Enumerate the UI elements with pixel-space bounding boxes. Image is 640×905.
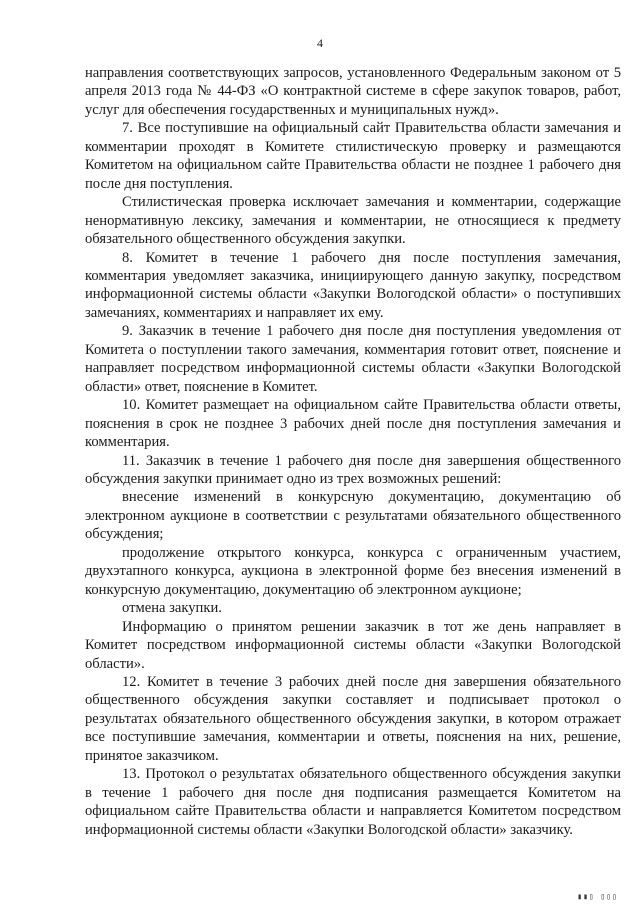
scan-mark: ▮▮▯ ▯▯▯ — [577, 892, 618, 901]
page-number: 4 — [317, 36, 323, 50]
document-body — [85, 64, 621, 839]
paragraph-decision-cancel: отмена закупки. — [122, 600, 222, 617]
paragraph-stylistic-check: Стилистическая проверка исключает замечания и комментарии, содержащие ненормативную лексику, замечания и комментарии, не относящиеся к предмету обязательного общественного обсуждения закупки. — [85, 194, 621, 248]
paragraph-item-11: 11. Заказчик в течение 1 рабочего дня после дня завершения общественного обсуждения закупки принимает одно из трех возможных решений: — [85, 452, 621, 487]
paragraph-item-13: 13. Протокол о результатах обязательного общественного обсуждения закупки в течение 1 рабочего дня после дня подписания размещается Комитетом на официальном сайте Правительства области и направляется Комитетом посредством информационной системы области «Закупки Вологодской области» заказчику. — [85, 766, 621, 838]
paragraph-decision-changes: внесение изменений в конкурсную документацию, документацию об электронном аукционе в соответствии с результатами обязательного общественного обсуждения; — [85, 489, 621, 543]
paragraph-item-8: 8. Комитет в течение 1 рабочего дня после поступления замечания, комментария уведомляет заказчика, инициирующего данную закупку, посредством информационной системы области «Закупки Вологодской области» о поступивших замечаниях, комментариях и направляет их ему. — [85, 249, 621, 321]
paragraph-continuation: направления соответствующих запросов, установленного Федеральным законом от 5 апреля 2013 года № 44-ФЗ «О контрактной системе в сфере закупок товаров, работ, услуг для обеспечения государственных и муниципальных нужд». — [85, 65, 621, 118]
paragraph-item-12: 12. Комитет в течение 3 рабочих дней после дня завершения обязательного общественного обсуждения закупки составляет и подписывает протокол о результатах обязательного общественного обсуждения закупки, в котором отражает все поступившие замечания, комментарии и ответы, пояснения на них, решение, принятое заказчиком. — [85, 673, 621, 764]
paragraph-item-7: 7. Все поступившие на официальный сайт Правительства области замечания и комментарии проходят в Комитете стилистическую проверку и размещаются Комитетом на официальном сайте Правительства области не позднее 1 рабочего дня после дня поступления. — [85, 120, 621, 192]
paragraph-decision-continue: продолжение открытого конкурса, конкурса с ограниченным участием, двухэтапного конкурса, аукциона в электронной форме без внесения изменений в конкурсную документацию, документацию об электронном аукционе; — [85, 544, 621, 598]
paragraph-item-10: 10. Комитет размещает на официальном сайте Правительства области ответы, пояснения в срок не позднее 3 рабочих дней после дня поступления замечания и комментария. — [85, 397, 621, 451]
paragraph-item-9: 9. Заказчик в течение 1 рабочего дня после дня поступления уведомления от Комитета о поступлении такого замечания, комментария готовит ответ, пояснение и направляет посредством информационной системы области «Закупки Вологодской области» ответ, пояснение в Комитет. — [85, 323, 621, 395]
paragraph-decision-notice: Информацию о принятом решении заказчик в тот же день направляет в Комитет посредством информационной системы области «Закупки Вологодской области». — [85, 618, 621, 672]
